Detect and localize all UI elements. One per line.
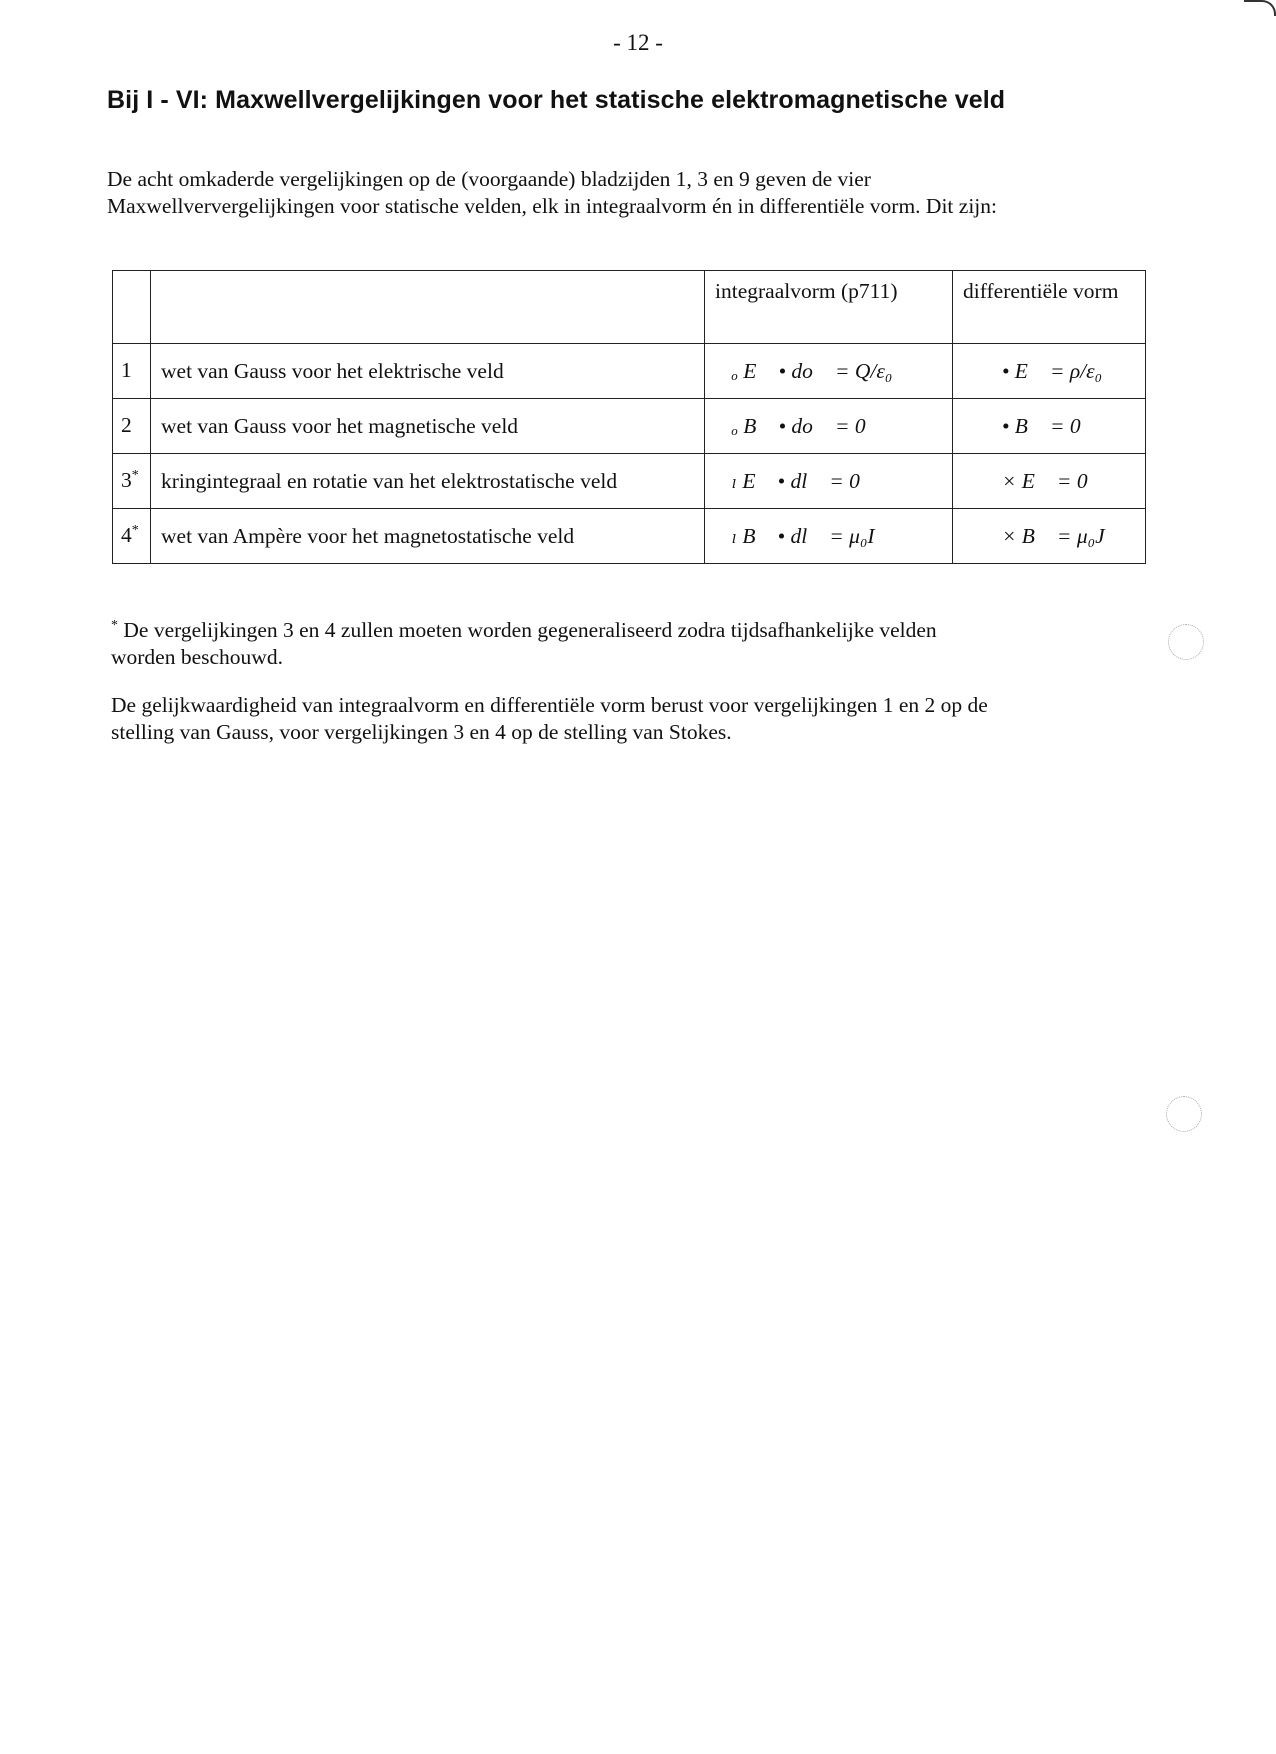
- footnote-line: * De vergelijkingen 3 en 4 zullen moeten worden gegeneraliseerd zodra tijdsafhankelijke velden: [111, 618, 937, 643]
- equation-description: wet van Gauss voor het magnetische veld: [151, 399, 705, 454]
- footnote-marker: *: [111, 618, 118, 633]
- differential-equation: ∇⃗ × B⃗ = μ₀J⃗: [953, 509, 1146, 564]
- equation-number: 2: [113, 399, 151, 454]
- footnote-line: worden beschouwd.: [111, 645, 283, 670]
- header-integral-form: integraalvorm (p711): [705, 271, 953, 344]
- differential-equation: ∇⃗ × E⃗ = 0⃗: [953, 454, 1146, 509]
- intro-line: De acht omkaderde vergelijkingen op de (voorgaande) bladzijden 1, 3 en 9 geven de vier: [107, 167, 871, 191]
- intro-paragraph: [107, 166, 1147, 220]
- table-row: [113, 344, 1146, 399]
- page-number: - 12 -: [613, 30, 663, 55]
- closing-line: stelling van Gauss, voor vergelijkingen 3 en 4 op de stelling van Stokes.: [111, 720, 732, 744]
- integral-equation: ∮ₗ E⃗ • dl⃗ = 0: [705, 454, 953, 509]
- equation-description: wet van Gauss voor het elektrische veld: [151, 344, 705, 399]
- maxwell-equations-table: [112, 270, 1146, 564]
- differential-equation: ∇⃗ • B⃗ = 0: [953, 399, 1146, 454]
- table-header-row: [113, 271, 1146, 344]
- intro-line: Maxwellververgelijkingen voor statische velden, elk in integraalvorm én in differentiële vorm. Dit zijn:: [107, 194, 997, 218]
- header-number: [113, 271, 151, 344]
- punch-hole-mark: [1168, 624, 1204, 660]
- page-title: Bij I - VI: Maxwellvergelijkingen voor het statische elektromagnetische veld: [107, 86, 1006, 114]
- header-description: [151, 271, 705, 344]
- scan-edge-mark: [1244, 0, 1276, 16]
- punch-hole-mark: [1166, 1096, 1202, 1132]
- equation-number: 4*: [113, 509, 151, 564]
- integral-equation: ∮ₒ E⃗ • do⃗ = Q/ε₀: [705, 344, 953, 399]
- equation-number: 3*: [113, 454, 151, 509]
- table-row: [113, 509, 1146, 564]
- equation-description: kringintegraal en rotatie van het elektrostatische veld: [151, 454, 705, 509]
- equation-number: 1: [113, 344, 151, 399]
- closing-paragraph: [111, 692, 1161, 746]
- integral-equation: ∮ₗ B⃗ • dl⃗ = μ₀I: [705, 509, 953, 564]
- footnote: [111, 612, 1161, 671]
- table-row: [113, 454, 1146, 509]
- equation-description: wet van Ampère voor het magnetostatische veld: [151, 509, 705, 564]
- table-row: [113, 399, 1146, 454]
- integral-equation: ∮ₒ B⃗ • do⃗ = 0: [705, 399, 953, 454]
- header-differential-form: differentiële vorm: [953, 271, 1146, 344]
- closing-line: De gelijkwaardigheid van integraalvorm en differentiële vorm berust voor vergelijkingen 1 en 2 op de: [111, 693, 988, 717]
- differential-equation: ∇⃗ • E⃗ = ρ/ε₀: [953, 344, 1146, 399]
